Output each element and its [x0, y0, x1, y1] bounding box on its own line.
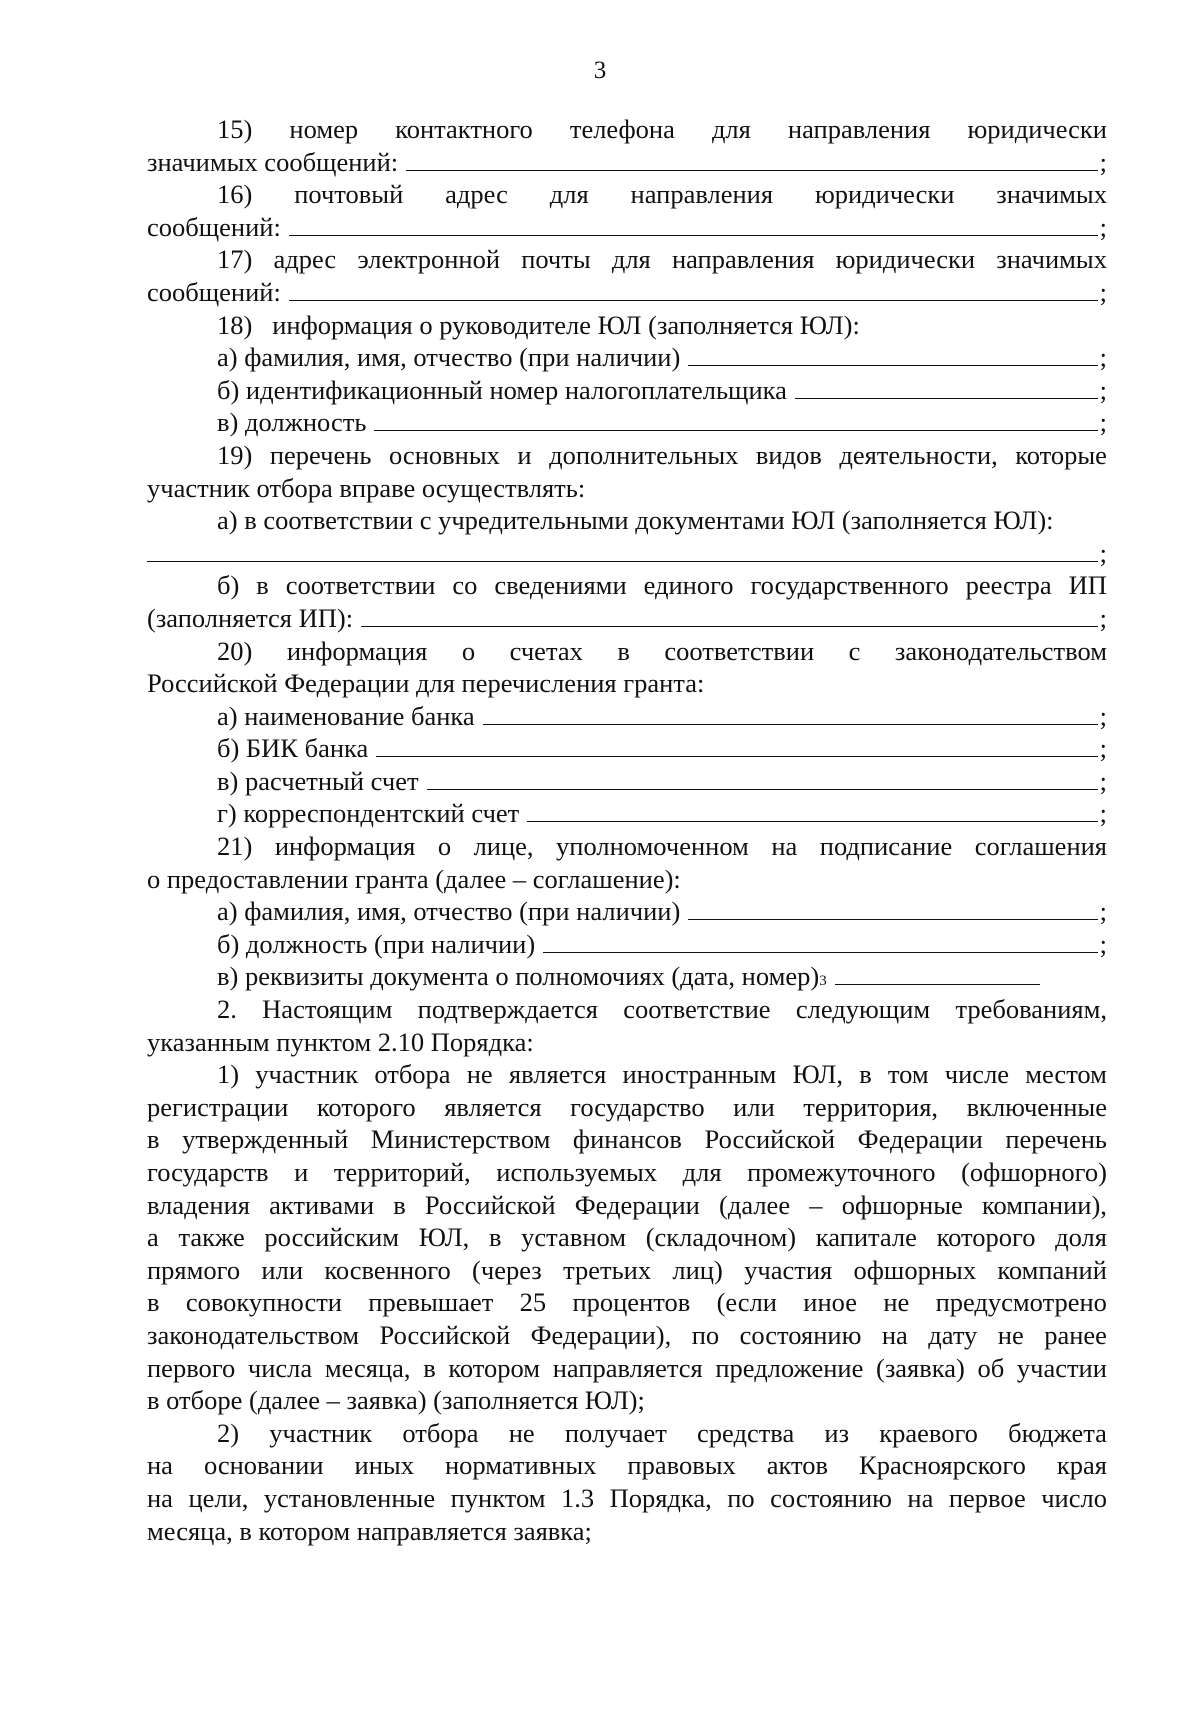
blank-fill-line[interactable]: [361, 604, 1098, 627]
word: доля: [1055, 1222, 1107, 1253]
form-field-line: [147, 700, 1107, 733]
blank-fill-line[interactable]: [795, 376, 1098, 399]
word: почтовый: [294, 179, 404, 210]
word: (заявка): [876, 1352, 965, 1383]
word: 20): [217, 635, 253, 666]
text-line: [147, 1352, 1107, 1385]
word: краевого: [879, 1417, 978, 1448]
text: в отборе (далее – заявка) (заполняется ЮЛ);: [147, 1385, 645, 1416]
word: юридически: [835, 244, 976, 275]
word: основании: [203, 1450, 324, 1481]
text-line: [147, 1482, 1107, 1515]
word: 16): [217, 179, 253, 210]
word: ЮЛ,: [792, 1059, 844, 1090]
word: Министерством: [370, 1124, 551, 1155]
text-line: [147, 1156, 1107, 1189]
word: местом: [1025, 1059, 1107, 1090]
word: компаний: [997, 1254, 1107, 1285]
text-line: [147, 472, 1107, 505]
text-line: [147, 635, 1107, 668]
word: ЮЛ,: [418, 1222, 470, 1253]
word: иное: [803, 1287, 857, 1318]
word: 1): [217, 1059, 240, 1090]
word: информация: [286, 635, 428, 666]
word: участия: [744, 1254, 833, 1285]
word: Федерации: [857, 1124, 983, 1155]
word: совокупности: [185, 1287, 342, 1318]
word: или: [733, 1091, 775, 1122]
word: адрес: [273, 244, 337, 275]
blank-fill-line[interactable]: [688, 897, 1097, 920]
word: основных: [389, 439, 500, 470]
line-end-punctuation: ;: [1099, 146, 1107, 177]
word: значимых: [996, 179, 1107, 210]
text-line: [147, 113, 1107, 146]
word: направления: [630, 179, 774, 210]
field-label: б) идентификационный номер налогоплательщика: [217, 374, 787, 405]
form-field-line: [147, 537, 1107, 570]
word: участник: [255, 1059, 359, 1090]
blank-fill-line[interactable]: [147, 539, 1098, 562]
text-line: [147, 439, 1107, 472]
form-field-line: [147, 602, 1107, 635]
word: а: [147, 1222, 159, 1253]
word: телефона: [569, 114, 675, 144]
word: и: [294, 1157, 309, 1187]
word: значимых: [996, 244, 1107, 275]
word: не: [466, 1059, 493, 1090]
document-body: [147, 113, 1107, 1547]
text-line: [147, 1286, 1107, 1319]
text-line: [147, 1515, 1107, 1548]
word: отбора: [402, 1417, 479, 1448]
blank-fill-line[interactable]: [406, 148, 1097, 171]
word: –: [809, 1189, 823, 1220]
line-end-punctuation: ;: [1099, 602, 1107, 633]
word: прямого: [147, 1254, 241, 1285]
text: участник отбора вправе осуществлять:: [147, 472, 586, 503]
field-label: в) должность: [217, 407, 367, 438]
word: территорий,: [333, 1157, 471, 1187]
word: в: [423, 1352, 436, 1383]
word: которого: [316, 1091, 416, 1122]
blank-fill-line[interactable]: [688, 343, 1097, 366]
word: предусмотрено: [935, 1287, 1107, 1318]
text-line: [147, 178, 1107, 211]
text: Российской Федерации для перечисления гранта:: [147, 668, 705, 699]
line-end-punctuation: ;: [1099, 537, 1107, 568]
field-label: в) расчетный счет: [217, 765, 419, 796]
text-line: [147, 1221, 1107, 1254]
word: края: [1056, 1450, 1107, 1481]
form-field-line: [147, 797, 1107, 830]
word: предложение: [715, 1352, 864, 1383]
word: в: [617, 635, 630, 666]
form-field-line: [147, 374, 1107, 407]
word: числе: [944, 1059, 1010, 1090]
word: требованиям,: [955, 994, 1107, 1025]
word: российским: [264, 1222, 400, 1253]
word: единого: [643, 570, 734, 601]
word: деятельности,: [839, 439, 998, 470]
word: подтверждается: [417, 994, 598, 1025]
line-end-punctuation: ;: [1099, 342, 1107, 373]
text-line: [147, 1026, 1107, 1059]
text-line: [147, 569, 1107, 602]
word: на: [881, 1319, 908, 1350]
word: адрес: [445, 179, 508, 210]
word: на: [771, 831, 798, 862]
word: регистрации: [147, 1091, 289, 1122]
word: из: [824, 1417, 850, 1448]
word: лиц): [672, 1254, 723, 1285]
word: контактного: [395, 114, 533, 144]
word: 2.: [217, 994, 237, 1025]
field-label: сообщений:: [147, 211, 281, 242]
word: счетах: [509, 635, 583, 666]
word: соответствии: [664, 635, 815, 666]
text-line: [147, 667, 1107, 700]
word: подписание: [819, 831, 953, 862]
word: 1.3: [560, 1482, 595, 1513]
word: юридически: [814, 179, 955, 210]
text-line: [147, 1058, 1107, 1091]
word: бюджета: [1008, 1417, 1107, 1448]
text-line: [147, 1417, 1107, 1450]
word: ранее: [1044, 1319, 1107, 1350]
word: на: [147, 1450, 173, 1481]
word: информация: [274, 831, 416, 862]
text-line: [147, 1254, 1107, 1287]
word: не: [508, 1417, 535, 1448]
word: в: [488, 1222, 502, 1253]
word: установленные: [263, 1482, 436, 1513]
word: Порядка,: [609, 1482, 712, 1513]
word: (офшорного): [961, 1157, 1107, 1187]
word: Российской: [704, 1124, 836, 1155]
word: по: [691, 1319, 720, 1350]
word: уставном: [521, 1222, 627, 1253]
word: получает: [564, 1417, 667, 1448]
word: котором: [448, 1352, 541, 1383]
text: указанным пунктом 2.10 Порядка:: [147, 1026, 534, 1057]
word: в: [147, 1124, 160, 1155]
word: государств: [147, 1157, 269, 1187]
text-line: [147, 1449, 1107, 1482]
form-field-line: [147, 341, 1107, 374]
word: дополнительных: [549, 439, 739, 470]
field-label: а) фамилия, имя, отчество (при наличии): [217, 896, 681, 927]
word: государственного: [750, 570, 949, 601]
word: том: [887, 1059, 929, 1090]
word: офшорных: [853, 1254, 977, 1285]
word: участии: [1016, 1352, 1107, 1383]
word: (если: [716, 1287, 777, 1318]
word: числа: [247, 1352, 313, 1383]
word: следующим: [795, 994, 931, 1025]
word: Красноярского: [859, 1450, 1026, 1481]
field-label: г) корреспондентский счет: [217, 798, 520, 829]
word: перечень: [1005, 1124, 1107, 1155]
form-field-line: [147, 928, 1107, 961]
word: со: [452, 570, 478, 601]
form-field-line: [147, 895, 1107, 928]
blank-fill-line[interactable]: [289, 278, 1098, 301]
word: которого: [936, 1222, 1036, 1253]
word: состоянию: [739, 1319, 862, 1350]
word: для: [549, 179, 589, 210]
word: на: [907, 1482, 934, 1513]
word: в: [147, 1287, 160, 1318]
blank-fill-line[interactable]: [527, 799, 1097, 822]
text-line: [147, 993, 1107, 1026]
word: косвенного: [324, 1254, 451, 1285]
form-field-line: [147, 732, 1107, 765]
word: 15): [217, 114, 253, 144]
word: (складочном): [645, 1222, 797, 1253]
word: пунктом: [450, 1482, 546, 1513]
word: для: [711, 114, 751, 144]
word: на: [147, 1482, 173, 1513]
line-end-punctuation: ;: [1099, 765, 1107, 796]
word: государство: [570, 1091, 705, 1122]
word: финансов: [572, 1124, 682, 1155]
text: а) в соответствии с учредительными документами ЮЛ (заполняется ЮЛ):: [217, 505, 1054, 536]
word: или: [261, 1254, 304, 1285]
text-line: [147, 504, 1107, 537]
word: (через: [472, 1254, 542, 1285]
word: число: [1041, 1482, 1107, 1513]
text-line: [147, 1091, 1107, 1124]
word: промежуточного: [747, 1157, 936, 1187]
word: в: [859, 1059, 872, 1090]
word: законодательством: [147, 1319, 360, 1350]
word: первого: [147, 1352, 236, 1383]
word: в: [393, 1189, 406, 1220]
word: утвержденный: [182, 1124, 349, 1155]
word: процентов: [572, 1287, 691, 1318]
word: Федерации),: [530, 1319, 672, 1350]
word: соответствие: [623, 994, 771, 1025]
word: третьих: [563, 1254, 652, 1285]
word: Настоящим: [262, 994, 393, 1025]
word: 17): [217, 244, 253, 275]
line-end-punctuation: ;: [1099, 211, 1107, 242]
word: для: [611, 244, 651, 275]
text-line: [147, 1123, 1107, 1156]
word: законодательством: [894, 635, 1107, 666]
word: (далее: [719, 1189, 791, 1220]
word: с: [848, 635, 861, 666]
word: не: [883, 1287, 910, 1318]
word: для: [682, 1157, 722, 1187]
word: активами: [269, 1189, 375, 1220]
blank-fill-line[interactable]: [289, 213, 1098, 236]
word: 19): [217, 439, 253, 470]
word: Федерации: [574, 1189, 700, 1220]
word: средства: [697, 1417, 795, 1448]
word: и: [517, 439, 532, 470]
form-field-line: в) реквизиты документа о полномочиях (дата, номер) 3: [147, 960, 1107, 993]
page-number: 3: [593, 57, 607, 84]
text-line: [147, 1384, 1107, 1417]
word: направления: [787, 114, 931, 144]
word: иностранным: [622, 1059, 777, 1090]
line-end-punctuation: ;: [1099, 700, 1107, 731]
blank-fill-line[interactable]: [483, 702, 1098, 725]
word: почты: [521, 244, 591, 275]
word: уполномоченном: [556, 831, 749, 862]
word: дату: [928, 1319, 978, 1350]
blank-fill-line[interactable]: [835, 962, 1040, 985]
word: первое: [948, 1482, 1026, 1513]
word: по: [727, 1482, 755, 1513]
word: о: [437, 831, 452, 862]
line-end-punctuation: ;: [1099, 896, 1107, 927]
word: используемых: [496, 1157, 658, 1187]
word: перечень: [269, 439, 372, 470]
text: месяца, в котором направляется заявка;: [147, 1515, 592, 1546]
word: направления: [671, 244, 815, 275]
word: офшорные: [841, 1189, 963, 1220]
field-label: в) реквизиты документа о полномочиях (дата, номер): [217, 961, 820, 992]
field-label: б) БИК банка: [217, 733, 369, 764]
line-end-punctuation: ;: [1099, 276, 1107, 307]
text-line: [147, 830, 1107, 863]
field-label: б) должность (при наличии): [217, 928, 536, 959]
word: юридически: [967, 114, 1107, 144]
word: лице,: [473, 831, 534, 862]
line-end-punctuation: ;: [1099, 733, 1107, 764]
word: 25: [519, 1287, 547, 1318]
word: превышает: [368, 1287, 494, 1318]
text-line: [147, 863, 1107, 896]
text-line: [147, 309, 1107, 342]
word: цели,: [188, 1482, 249, 1513]
text-line: [147, 1189, 1107, 1222]
word: также: [178, 1222, 245, 1253]
word: направляется: [552, 1352, 703, 1383]
word: отбора: [374, 1059, 451, 1090]
word: иных: [354, 1450, 414, 1481]
word: Российской: [379, 1319, 511, 1350]
word: электронной: [357, 244, 500, 275]
word: владения: [147, 1189, 250, 1220]
form-field-line: [147, 146, 1107, 179]
field-label: а) фамилия, имя, отчество (при наличии): [217, 342, 681, 373]
word: является: [508, 1059, 607, 1090]
word: состоянию: [770, 1482, 892, 1513]
blank-fill-line[interactable]: [374, 408, 1097, 431]
word: в: [256, 570, 269, 601]
word: актов: [766, 1450, 829, 1481]
blank-fill-line[interactable]: [427, 767, 1098, 790]
word: капитале: [815, 1222, 917, 1253]
word: ИП: [1068, 570, 1107, 601]
word: б): [217, 570, 240, 601]
text-line: [147, 1319, 1107, 1352]
word: компании),: [981, 1189, 1107, 1220]
line-end-punctuation: ;: [1099, 374, 1107, 405]
word: об: [977, 1352, 1005, 1383]
text-line: [147, 243, 1107, 276]
word: соглашения: [974, 831, 1107, 862]
form-field-line: [147, 765, 1107, 798]
word: 21): [217, 831, 253, 862]
line-end-punctuation: ;: [1099, 407, 1107, 438]
blank-fill-line[interactable]: [376, 734, 1097, 757]
word: которые: [1015, 439, 1107, 470]
word: о: [461, 635, 476, 666]
form-field-line: [147, 276, 1107, 309]
word: реестра: [965, 570, 1052, 601]
field-label: (заполняется ИП):: [147, 602, 354, 633]
word: включенные: [966, 1091, 1107, 1122]
form-field-line: [147, 211, 1107, 244]
word: номер: [289, 114, 359, 144]
line-end-punctuation: ;: [1099, 928, 1107, 959]
word: сведениями: [494, 570, 627, 601]
blank-fill-line[interactable]: [543, 930, 1097, 953]
word: 2): [217, 1417, 240, 1448]
text: 18) информация о руководителе ЮЛ (заполняется ЮЛ):: [217, 309, 860, 340]
word: является: [444, 1091, 542, 1122]
word: Российской: [424, 1189, 556, 1220]
word: территория,: [803, 1091, 939, 1122]
word: месяца,: [324, 1352, 411, 1383]
word: не: [997, 1319, 1024, 1350]
field-label: сообщений:: [147, 276, 281, 307]
field-label: значимых сообщений:: [147, 146, 399, 177]
form-field-line: [147, 406, 1107, 439]
word: участник: [269, 1417, 373, 1448]
field-label: а) наименование банка: [217, 700, 475, 731]
word: нормативных: [444, 1450, 597, 1481]
word: соответствии: [285, 570, 436, 601]
word: правовых: [627, 1450, 736, 1481]
text: о предоставлении гранта (далее – соглашение):: [147, 863, 681, 894]
word: видов: [755, 439, 822, 470]
line-end-punctuation: ;: [1099, 798, 1107, 829]
